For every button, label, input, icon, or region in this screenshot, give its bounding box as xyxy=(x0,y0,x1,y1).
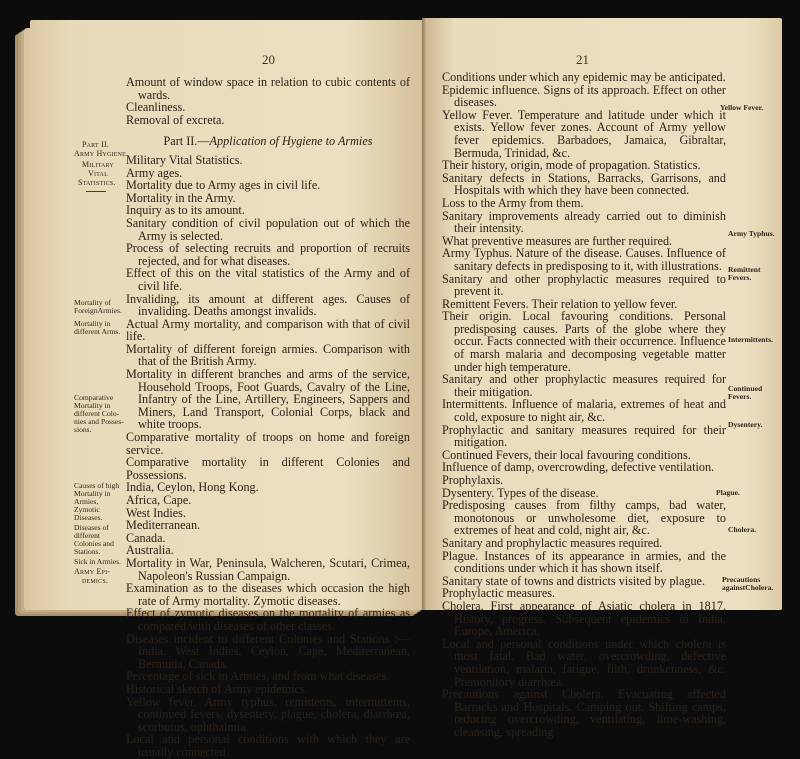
margin-rule xyxy=(86,191,106,192)
margin-note-prec-1: Precautions xyxy=(722,575,761,584)
text-line: Sanitary state of towns and districts visited by plague. xyxy=(442,573,706,588)
text-line: Conditions under which any epidemic may be anticipated. xyxy=(442,70,726,84)
margin-note-arms-1: Mortality in xyxy=(74,319,111,328)
text-line: Sanitary defects in Stations, Barracks, Garrisons, and Hospitals with which they have been connected. xyxy=(442,170,726,198)
left-page xyxy=(30,20,426,759)
section-heading-title: Application of Hygiene to Armies xyxy=(209,134,373,149)
margin-note-foreign-1: Mortality of xyxy=(74,298,111,307)
text-line: Precautions against Cholera. Evacuating affected Barracks and Hospitals. Camping out. Shifting camps, reducing overcrowding, ventilating, lime-washing, cleansing, spreading xyxy=(442,687,726,739)
text-line: Epidemic influence. Signs of its approach. Effect on other diseases. xyxy=(442,82,726,110)
margin-note-comp-1: Comparative xyxy=(74,393,114,402)
text-line: Mortality in different branches and arms of the service, Household Troops, Foot Guards, Cavalry of the Line, Infantry of the Line, Artillery, Engineers, Sappers and Miners, Land Transport, Colonial Corps, black and white troops. xyxy=(126,367,410,432)
section-heading-prefix: Part II.— xyxy=(163,134,210,149)
margin-note-vital: Vital xyxy=(88,169,108,178)
text-line: Cleanliness. xyxy=(126,100,186,115)
text-line: Their origin. Local favouring conditions. Personal predisposing causes. Parts of the globe where they occur. Facts connected with their occurrence. Influence of marsh malaria and decomposing vegetable matter under high temperature. xyxy=(442,309,726,374)
text-line: Mediterranean. xyxy=(126,518,201,533)
text-line: Military Vital Statistics. xyxy=(126,152,243,167)
margin-note-comp-2: Mortality in xyxy=(74,401,111,410)
text-line: Amount of window space in relation to cubic contents of wards. xyxy=(126,75,410,102)
text-line: Continued Fevers, their local favouring conditions. xyxy=(442,447,691,462)
text-line: Removal of excreta. xyxy=(126,112,225,127)
text-line: Mortality in the Army. xyxy=(126,190,236,205)
margin-note-dis-3: Colonies and xyxy=(74,539,114,548)
text-line: Sanitary and other prophylactic measures required to prevent it. xyxy=(442,271,726,299)
margin-note-foreign-2: ForeignArmies. xyxy=(74,306,122,315)
right-page-body xyxy=(442,71,726,738)
margin-note-cholera: Cholera. xyxy=(728,525,757,534)
margin-note-typhus: Army Typhus. xyxy=(728,229,775,238)
margin-note-dis-1: Diseases of xyxy=(74,523,109,532)
margin-note-causes-4: Zymotic xyxy=(74,505,100,514)
page-number-left: 20 xyxy=(262,52,275,67)
text-line: Actual Army mortality, and comparison with that of civil life. xyxy=(126,316,410,344)
margin-note-causes-2: Mortality in xyxy=(74,489,111,498)
text-line: Diseases incident to different Colonies and Stations :—India, West Indies, Ceylon, Cape, Mediterranean, Bermuda, Canada. xyxy=(126,631,410,671)
margin-note-arms-2: different Arms. xyxy=(74,327,121,336)
text-line: Inquiry as to its amount. xyxy=(126,203,245,218)
text-line: Sanitary and prophylactic measures required. xyxy=(442,535,663,550)
text-line: Prophylactic measures. xyxy=(442,586,556,601)
margin-note-army-hygiene: Army Hygiene. xyxy=(74,149,129,158)
margin-note-rem-2: Fevers. xyxy=(728,273,752,282)
text-line: Examination as to the diseases which occasion the high rate of Army mortality. Zymotic diseases. xyxy=(126,581,410,608)
margin-note-comp-4: nies and Posses- xyxy=(74,417,124,426)
margin-note-prec-2: againstCholera. xyxy=(722,583,774,592)
text-line: Africa, Cape. xyxy=(126,493,192,507)
text-line: Comparative mortality in different Colonies and Possessions. xyxy=(126,455,410,482)
text-line: Invaliding, its amount at different ages. Causes of invaliding. Deaths amongst invalids. xyxy=(126,291,410,319)
margin-note-dis-4: Stations. xyxy=(74,547,101,556)
text-line: Comparative mortality of troops on home and foreign service. xyxy=(126,430,410,457)
margin-note-dys: Dysentery. xyxy=(728,420,763,429)
text-line: Australia. xyxy=(126,543,174,558)
text-line: Local and personal conditions under which cholera is most fatal. Bad water, overcrowding, defective ventilation, malaria, fatigue, filth, drunkenness, &c. Premonitory diarrhœa. xyxy=(442,636,726,689)
margin-note-yellow: Yellow Fever. xyxy=(720,103,764,112)
text-line: Sanitary improvements already carried out to diminish their intensity. xyxy=(442,208,726,236)
right-page xyxy=(426,18,782,739)
margin-note-statistics: Statistics. xyxy=(78,178,116,187)
text-line: Dysentery. Types of the disease. xyxy=(442,485,599,500)
open-book xyxy=(18,14,784,759)
left-page-body xyxy=(126,76,410,758)
margin-note-dis-2: different xyxy=(74,531,101,540)
page-number-right: 21 xyxy=(576,52,589,67)
margin-note-plague: Plague. xyxy=(716,488,740,497)
text-line: Sanitary and other prophylactic measures required for their mitigation. xyxy=(442,372,726,399)
text-line: Historical sketch of Army epidemics. xyxy=(126,681,308,696)
margin-note-cont-2: Fevers. xyxy=(728,392,752,401)
margin-note-epi-1: Army Epi- xyxy=(74,567,111,576)
text-line: Predisposing causes from filthy camps, bad water, monotonous or unwholesome diet, exposure to extremes of heat and cold, night air, &c. xyxy=(442,498,726,538)
text-line: Loss to the Army from them. xyxy=(442,195,584,210)
margin-note-rem-1: Remittent xyxy=(728,265,761,274)
margin-note-cont-1: Continued xyxy=(728,384,763,393)
text-line: West Indies. xyxy=(126,505,186,520)
text-line: Army Typhus. Nature of the disease. Causes. Influence of sanitary defects in predisposing to it, with illustrations. xyxy=(442,246,726,273)
text-line: Yellow Fever. Temperature and latitude under which it exists. Yellow fever zones. Account of Army yellow fever epidemics. Barbadoes, Jamaica, Gibraltar, Bermuda, Trinidad, &c. xyxy=(442,107,726,160)
margin-note-part: Part II. xyxy=(82,140,110,149)
text-line: Mortality due to Army ages in civil life. xyxy=(126,178,321,193)
text-line: Their history, origin, mode of propagation. Statistics. xyxy=(442,158,701,173)
text-line: Local and personal conditions with which they are usually connected. xyxy=(126,732,410,759)
text-line: Prophylaxis. xyxy=(442,473,504,487)
text-line: What preventive measures are further required. xyxy=(442,233,673,248)
text-line: Effect of this on the vital statistics of the Army and of civil life. xyxy=(126,266,410,293)
margin-note-comp-5: sions. xyxy=(74,425,92,434)
text-line: Percentage of sick in Armies, and from what diseases. xyxy=(126,669,390,684)
text-line: Mortality of different foreign armies. Comparison with that of the British Army. xyxy=(126,341,410,369)
margin-note-military: Military xyxy=(82,160,114,169)
margin-note-causes-1: Causes of high xyxy=(74,481,120,490)
text-line: Prophylactic and sanitary measures required for their mitigation. xyxy=(442,422,726,450)
text-line: Army ages. xyxy=(126,165,183,180)
margin-note-epi-2: demics. xyxy=(82,576,109,585)
section-heading xyxy=(126,135,410,148)
text-line: Influence of damp, overcrowding, defective ventilation. xyxy=(442,460,715,475)
text-line: Plague. Instances of its appearance in armies, and the conditions under which it has shown itself. xyxy=(442,548,726,576)
text-line: Cholera. First appearance of Asiatic cholera in 1817. History, progress. Subsequent epidemics in India, Europe, America. xyxy=(442,598,726,639)
text-line: Canada. xyxy=(126,530,166,545)
text-line: Effect of zymotic diseases on the mortality of armies as compared with diseases of other classes. xyxy=(126,606,410,633)
margin-note-comp-3: different Colo- xyxy=(74,409,120,418)
margin-note-causes-5: Diseases. xyxy=(74,513,103,522)
text-line: Intermittents. Influence of malaria, extremes of heat and cold, exposure to night air, &c. xyxy=(442,397,726,425)
margin-note-sick: Sick in Armies. xyxy=(74,557,122,566)
text-line: Process of selecting recruits and proportion of recruits rejected, and for what diseases. xyxy=(126,241,410,268)
margin-note-causes-3: Armies, xyxy=(74,497,99,506)
margin-note-inter: Intermittents. xyxy=(728,335,773,344)
text-line: India, Ceylon, Hong Kong. xyxy=(126,480,259,495)
text-line: Remittent Fevers. Their relation to yellow fever. xyxy=(442,296,678,311)
text-line: Sanitary condition of civil population out of which the Army is selected. xyxy=(126,215,410,243)
text-line: Mortality in War, Peninsula, Walcheren, Scutari, Crimea, Napoleon's Russian Campaign. xyxy=(126,555,410,583)
text-line: Yellow fever, Army typhus, remittents, intermittents, continued fevers, dysentery, plague, cholera, diarrhœa, scorbutus, ophthalmia. xyxy=(126,694,410,734)
